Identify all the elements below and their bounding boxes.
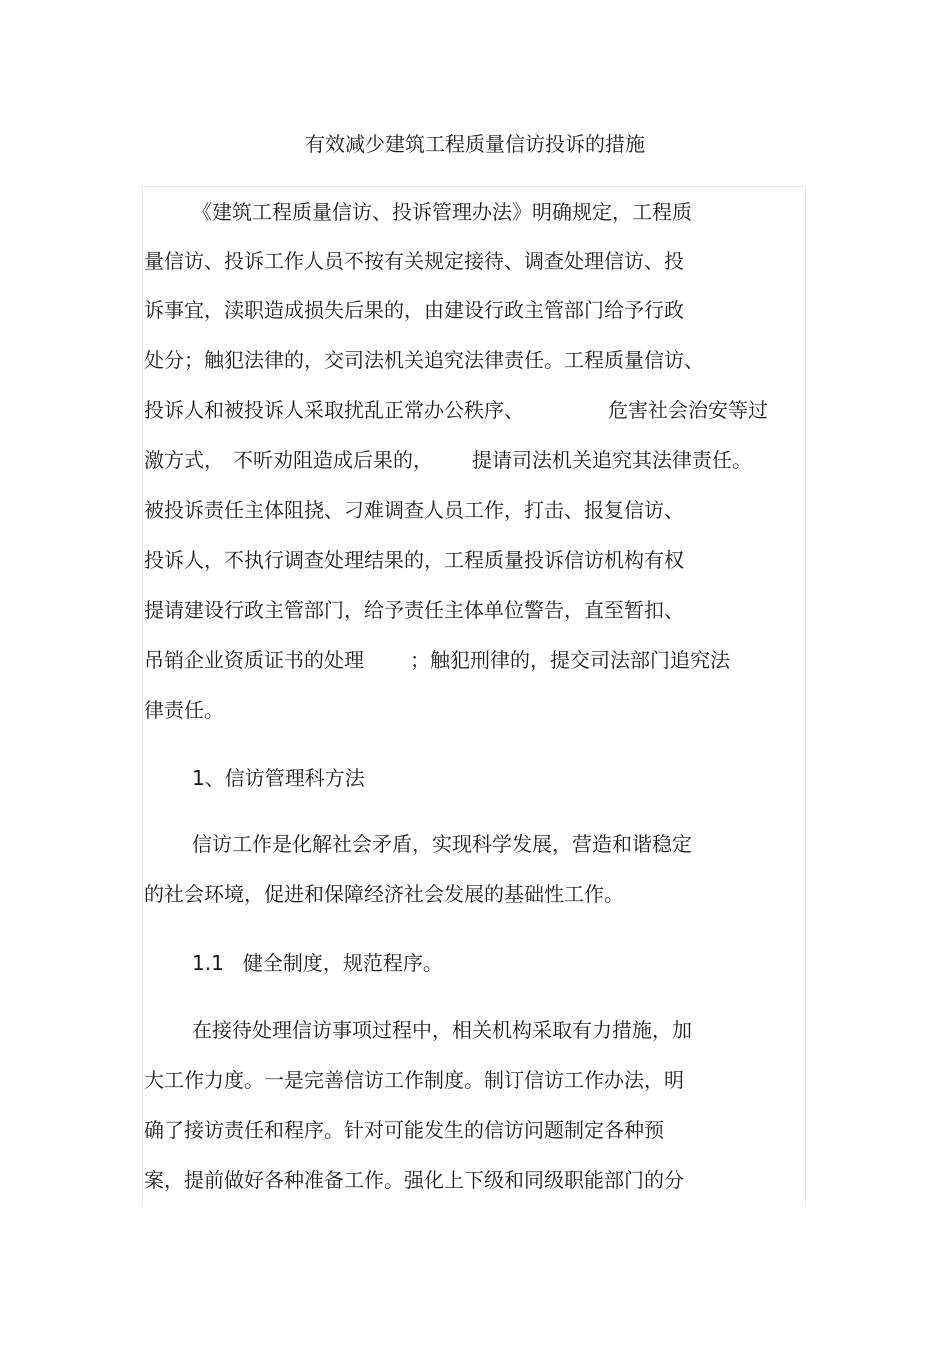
content-frame bbox=[142, 186, 806, 1206]
text-line: 危害社会治安等过 bbox=[608, 398, 768, 422]
text-line: 处分；触犯法律的，交司法机关追究法律责任。工程质量信访、 bbox=[144, 348, 704, 372]
subsection-heading: 1.1 健全制度，规范程序。 bbox=[192, 951, 443, 975]
text-line: 激方式， bbox=[144, 448, 224, 472]
document-title: 有效减少建筑工程质量信访投诉的措施 bbox=[305, 132, 645, 156]
text-line: 律责任。 bbox=[144, 698, 224, 722]
text-line: 大工作力度。一是完善信访工作制度。制订信访工作办法，明 bbox=[144, 1068, 684, 1092]
text-line: 在接待处理信访事项过程中，相关机构采取有力措施，加 bbox=[192, 1018, 692, 1042]
text-line: 量信访、投诉工作人员不按有关规定接待、调查处理信访、投 bbox=[144, 249, 684, 273]
text-line: 投诉人，不执行调查处理结果的，工程质量投诉信访机构有权 bbox=[144, 548, 684, 572]
text-line: 的社会环境，促进和保障经济社会发展的基础性工作。 bbox=[144, 882, 624, 906]
text-line: 信访工作是化解社会矛盾，实现科学发展，营造和谐稳定 bbox=[192, 832, 692, 856]
text-line: 提请建设行政主管部门，给予责任主体单位警告，直至暂扣、 bbox=[144, 598, 684, 622]
text-line: 提请司法机关追究其法律责任。 bbox=[472, 448, 752, 472]
text-line: 吊销企业资质证书的处理 bbox=[144, 648, 364, 672]
text-line: 不听劝阻造成后果的， bbox=[233, 448, 433, 472]
text-line: ；触犯刑律的，提交司法部门追究法 bbox=[410, 648, 730, 672]
section-heading: 1、信访管理科方法 bbox=[192, 766, 365, 790]
text-line: 确了接访责任和程序。针对可能发生的信访问题制定各种预 bbox=[144, 1118, 664, 1142]
text-line: 案，提前做好各种准备工作。强化上下级和同级职能部门的分 bbox=[144, 1168, 684, 1192]
text-line: 诉事宜，渎职造成损失后果的，由建设行政主管部门给予行政 bbox=[144, 298, 684, 322]
text-line: 《建筑工程质量信访、投诉管理办法》明确规定，工程质 bbox=[192, 200, 692, 224]
text-line: 投诉人和被投诉人采取扰乱正常办公秩序、 bbox=[144, 398, 524, 422]
text-line: 被投诉责任主体阻挠、刁难调查人员工作，打击、报复信访、 bbox=[144, 498, 684, 522]
